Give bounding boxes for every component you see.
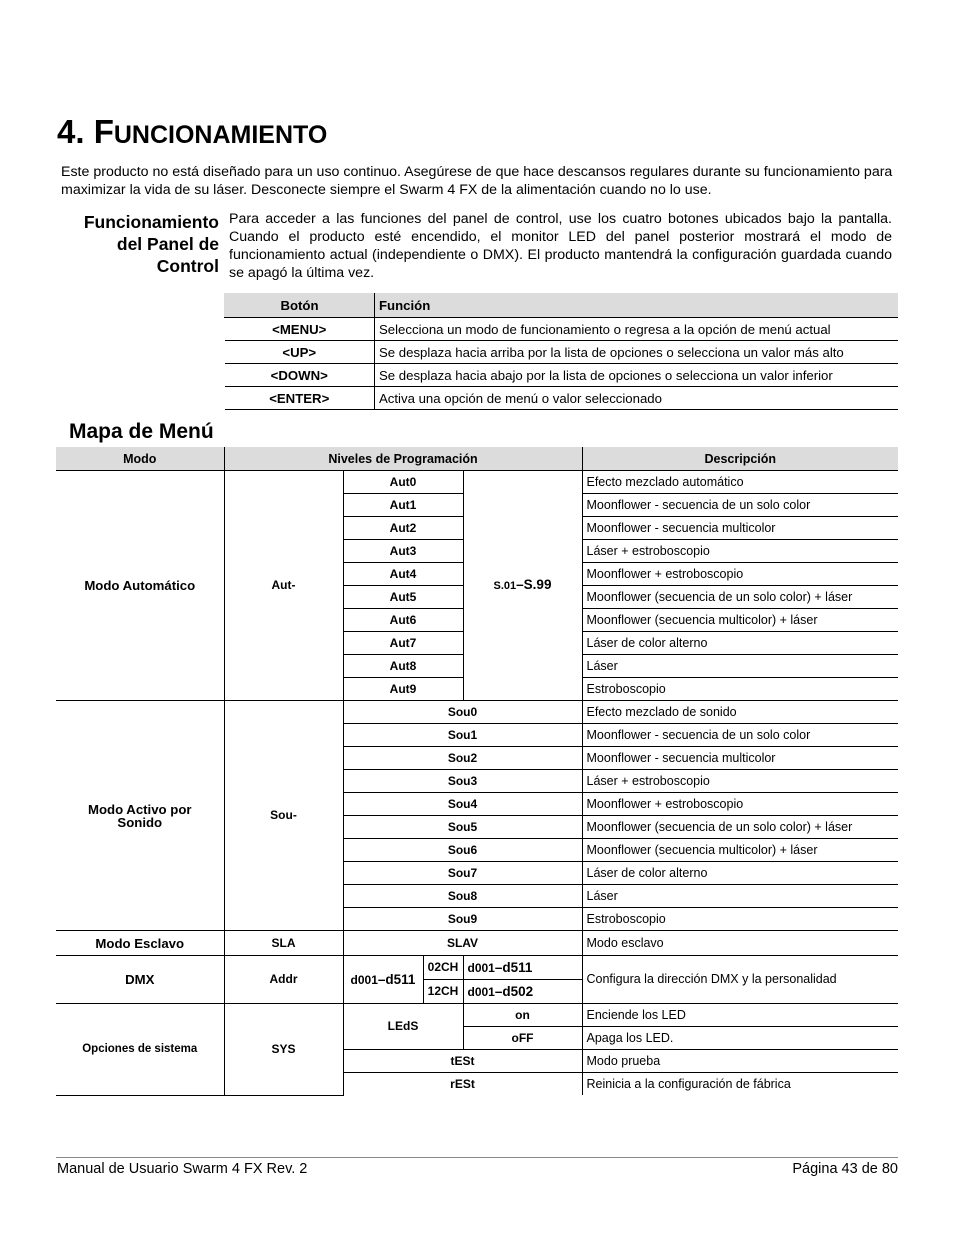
auto-desc: Láser de color alterno xyxy=(582,632,898,655)
auto-code: Aut1 xyxy=(343,494,463,517)
menu-map-heading: Mapa de Menú xyxy=(69,420,214,443)
sound-desc: Efecto mezclado de sonido xyxy=(582,701,898,724)
menu-header-mode: Modo xyxy=(56,447,224,471)
sound-desc: Láser de color alterno xyxy=(582,862,898,885)
sound-code: Sou9 xyxy=(343,908,582,931)
mode-slave: Modo Esclavo xyxy=(56,931,224,956)
intro-paragraph: Este producto no está diseñado para un uso continuo. Asegúrese de que hace descansos regulares durante su funcionamiento para maximizar la vida de su láser. Desconecte siempre el Swarm 4 FX de la alimentación cuando no lo use. xyxy=(61,164,893,198)
sound-desc: Moonflower + estroboscopio xyxy=(582,793,898,816)
sound-code: Sou6 xyxy=(343,839,582,862)
panel-section-heading: Funcionamiento del Panel de Control xyxy=(83,212,219,276)
table-row xyxy=(56,701,898,724)
sound-desc: Estroboscopio xyxy=(582,908,898,931)
menu-map-table xyxy=(56,447,898,1096)
auto-desc: Moonflower (secuencia de un solo color) + láser xyxy=(582,586,898,609)
sound-code: Sou8 xyxy=(343,885,582,908)
menu-header-description: Descripción xyxy=(582,447,898,471)
footer-divider xyxy=(56,1157,898,1158)
auto-code: Aut2 xyxy=(343,517,463,540)
button-name: <MENU> xyxy=(225,318,375,341)
mode-sound: Modo Activo por Sonido xyxy=(56,701,224,931)
buttons-table xyxy=(224,293,898,410)
dmx-desc: Configura la dirección DMX y la personalidad xyxy=(582,956,898,1004)
auto-code: Aut6 xyxy=(343,609,463,632)
table-row xyxy=(225,364,899,387)
menu-header-levels: Niveles de Programación xyxy=(224,447,582,471)
sound-code: Sou2 xyxy=(343,747,582,770)
mode-dmx: DMX xyxy=(56,956,224,1004)
system-leds-off-desc: Apaga los LED. xyxy=(582,1027,898,1050)
auto-code: Aut0 xyxy=(343,471,463,494)
auto-code: Aut7 xyxy=(343,632,463,655)
table-row xyxy=(56,1004,898,1027)
dmx-channel-range: d001–d502 xyxy=(463,980,582,1004)
level-dmx: Addr xyxy=(224,956,343,1004)
footer-manual-title: Manual de Usuario Swarm 4 FX Rev. 2 xyxy=(57,1161,308,1177)
button-function: Selecciona un modo de funcionamiento o regresa a la opción de menú actual xyxy=(375,318,899,341)
auto-desc: Moonflower - secuencia multicolor xyxy=(582,517,898,540)
footer-page-number: Página 43 de 80 xyxy=(792,1161,898,1177)
system-leds-off: oFF xyxy=(463,1027,582,1050)
sound-code: Sou7 xyxy=(343,862,582,885)
auto-code: Aut9 xyxy=(343,678,463,701)
system-test-desc: Modo prueba xyxy=(582,1050,898,1073)
button-name: <ENTER> xyxy=(225,387,375,410)
buttons-header-function: Función xyxy=(375,293,899,318)
level-auto: Aut- xyxy=(224,471,343,701)
auto-desc: Moonflower - secuencia de un solo color xyxy=(582,494,898,517)
button-function: Se desplaza hacia abajo por la lista de opciones o selecciona un valor inferior xyxy=(375,364,899,387)
level-slave: SLA xyxy=(224,931,343,956)
dmx-channel-range: d001–d511 xyxy=(463,956,582,980)
page-title: 4. FUNCIONAMIENTO xyxy=(57,113,328,150)
auto-desc: Estroboscopio xyxy=(582,678,898,701)
sound-code: Sou4 xyxy=(343,793,582,816)
auto-code: Aut4 xyxy=(343,563,463,586)
auto-code: Aut5 xyxy=(343,586,463,609)
sound-code: Sou3 xyxy=(343,770,582,793)
sound-desc: Moonflower - secuencia multicolor xyxy=(582,747,898,770)
system-test: tESt xyxy=(343,1050,582,1073)
auto-desc: Moonflower + estroboscopio xyxy=(582,563,898,586)
sound-code: Sou0 xyxy=(343,701,582,724)
auto-desc: Moonflower (secuencia multicolor) + láser xyxy=(582,609,898,632)
system-reset-desc: Reinicia a la configuración de fábrica xyxy=(582,1073,898,1096)
sound-desc: Moonflower - secuencia de un solo color xyxy=(582,724,898,747)
auto-code: Aut3 xyxy=(343,540,463,563)
sound-code: Sou1 xyxy=(343,724,582,747)
system-leds: LEdS xyxy=(343,1004,463,1050)
button-name: <UP> xyxy=(225,341,375,364)
system-reset: rESt xyxy=(343,1073,582,1096)
level-sound: Sou- xyxy=(224,701,343,931)
sound-desc: Moonflower (secuencia de un solo color) + láser xyxy=(582,816,898,839)
dmx-channel-mode: 12CH xyxy=(423,980,463,1004)
panel-description: Para acceder a las funciones del panel de control, use los cuatro botones ubicados bajo la pantalla. Cuando el producto esté encendido, el monitor LED del panel posterior mostrará el modo de funcionamiento actual (independiente o DMX). El producto mantendrá la configuración guardada cuando se apagó la última vez. xyxy=(229,211,892,281)
dmx-channel-mode: 02CH xyxy=(423,956,463,980)
table-row xyxy=(56,471,898,494)
table-row xyxy=(56,931,898,956)
mode-system: Opciones de sistema xyxy=(56,1004,224,1096)
sound-desc: Láser + estroboscopio xyxy=(582,770,898,793)
sound-desc: Moonflower (secuencia multicolor) + láser xyxy=(582,839,898,862)
buttons-header-button: Botón xyxy=(225,293,375,318)
table-row xyxy=(225,341,899,364)
slave-code: SLAV xyxy=(343,931,582,956)
system-leds-on: on xyxy=(463,1004,582,1027)
auto-code: Aut8 xyxy=(343,655,463,678)
table-row xyxy=(225,318,899,341)
sound-code: Sou5 xyxy=(343,816,582,839)
button-name: <DOWN> xyxy=(225,364,375,387)
table-row xyxy=(56,956,898,980)
sound-desc: Láser xyxy=(582,885,898,908)
system-leds-on-desc: Enciende los LED xyxy=(582,1004,898,1027)
auto-desc: Efecto mezclado automático xyxy=(582,471,898,494)
mode-auto: Modo Automático xyxy=(56,471,224,701)
auto-speed-range: S.01–S.99 xyxy=(463,471,582,701)
table-row xyxy=(225,387,899,410)
auto-desc: Láser + estroboscopio xyxy=(582,540,898,563)
button-function: Se desplaza hacia arriba por la lista de opciones o selecciona un valor más alto xyxy=(375,341,899,364)
dmx-address-range: d001–d511 xyxy=(343,956,423,1004)
button-function: Activa una opción de menú o valor seleccionado xyxy=(375,387,899,410)
slave-desc: Modo esclavo xyxy=(582,931,898,956)
level-system: SYS xyxy=(224,1004,343,1096)
auto-desc: Láser xyxy=(582,655,898,678)
